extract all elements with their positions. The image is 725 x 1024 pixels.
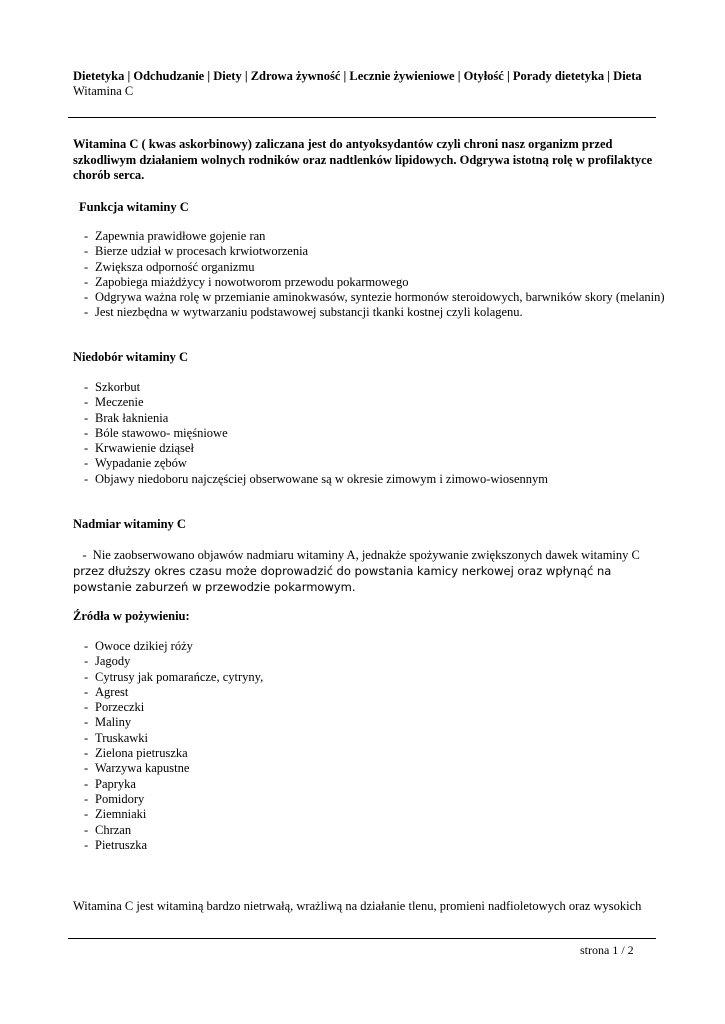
- list-item: - Jagody: [84, 654, 263, 669]
- list-item: - Wypadanie zębów: [84, 456, 548, 471]
- sources-heading: Źródła w pożywieniu:: [73, 609, 190, 623]
- list-item: - Brak łaknienia: [84, 411, 548, 426]
- list-item: - Papryka: [84, 777, 263, 792]
- list-item: - Objawy niedoboru najczęściej obserwowane są w okresie zimowym i zimowo-wiosennym: [84, 472, 548, 487]
- list-item: - Zapobiega miażdżycy i nowotworom przewodu pokarmowego: [84, 275, 665, 290]
- functions-heading: Funkcja witaminy C: [79, 200, 189, 214]
- closing-paragraph: Witamina C jest witaminą bardzo nietrwałą, wrażliwą na działanie tlenu, promieni nadfioletowych oraz wysokich: [73, 899, 642, 913]
- excess-heading: Nadmiar witaminy C: [73, 517, 186, 531]
- list-item: - Pietruszka: [84, 838, 263, 853]
- list-item: - Truskawki: [84, 731, 263, 746]
- excess-paragraph: [73, 547, 653, 595]
- sources-list: [84, 639, 263, 853]
- list-item: - Cytrusy jak pomarańcze, cytryny,: [84, 670, 263, 685]
- list-item: - Chrzan: [84, 823, 263, 838]
- list-item: - Odgrywa ważna rolę w przemianie aminokwasów, syntezie hormonów steroidowych, barwników skory (melanin): [84, 290, 665, 305]
- deficiency-list: [84, 380, 548, 487]
- excess-line: - Nie zaobserwowano objawów nadmiaru witaminy A, jednakże spożywanie zwiększonych dawek witaminy C: [73, 548, 640, 562]
- footer-divider: [68, 938, 656, 939]
- list-item: - Bierze udział w procesach krwiotworzenia: [84, 244, 665, 259]
- deficiency-heading: Niedobór witaminy C: [73, 350, 189, 364]
- list-item: - Ziemniaki: [84, 807, 263, 822]
- list-item: - Porzeczki: [84, 700, 263, 715]
- list-item: - Zwiększa odporność organizmu: [84, 260, 665, 275]
- site-header-title: Dietetyka | Odchudzanie | Diety | Zdrowa żywność | Lecznie żywieniowe | Otyłość | Porady dietetyka | Dieta: [73, 69, 642, 83]
- page-number: strona 1 / 2: [580, 943, 634, 957]
- article-title: Witamina C: [73, 84, 134, 98]
- list-item: - Zapewnia prawidłowe gojenie ran: [84, 229, 665, 244]
- list-item: - Krwawienie dziąseł: [84, 441, 548, 456]
- intro-paragraph: Witamina C ( kwas askorbinowy) zaliczana jest do antyoksydantów czyli chroni nasz organizm przed szkodliwym działaniem wolnych rodników oraz nadtlenków lipidowych. Odgrywa istotną rolę w profilaktyce chorób serca.: [73, 137, 653, 182]
- excess-line: przez dłuższy okres czasu może doprowadzić do powstania kamicy nerkowej oraz wpłynąć na powstanie zaburzeń w przewodzie pokarmowym.: [73, 564, 612, 594]
- list-item: - Meczenie: [84, 395, 548, 410]
- functions-list: [84, 229, 665, 321]
- list-item: - Owoce dzikiej róży: [84, 639, 263, 654]
- list-item: - Zielona pietruszka: [84, 746, 263, 761]
- list-item: - Pomidory: [84, 792, 263, 807]
- header-divider: [68, 117, 656, 118]
- list-item: - Agrest: [84, 685, 263, 700]
- list-item: - Warzywa kapustne: [84, 761, 263, 776]
- list-item: - Szkorbut: [84, 380, 548, 395]
- list-item: - Maliny: [84, 715, 263, 730]
- list-item: - Bóle stawowo- mięśniowe: [84, 426, 548, 441]
- list-item: - Jest niezbędna w wytwarzaniu podstawowej substancji tkanki kostnej czyli kolagenu.: [84, 305, 665, 320]
